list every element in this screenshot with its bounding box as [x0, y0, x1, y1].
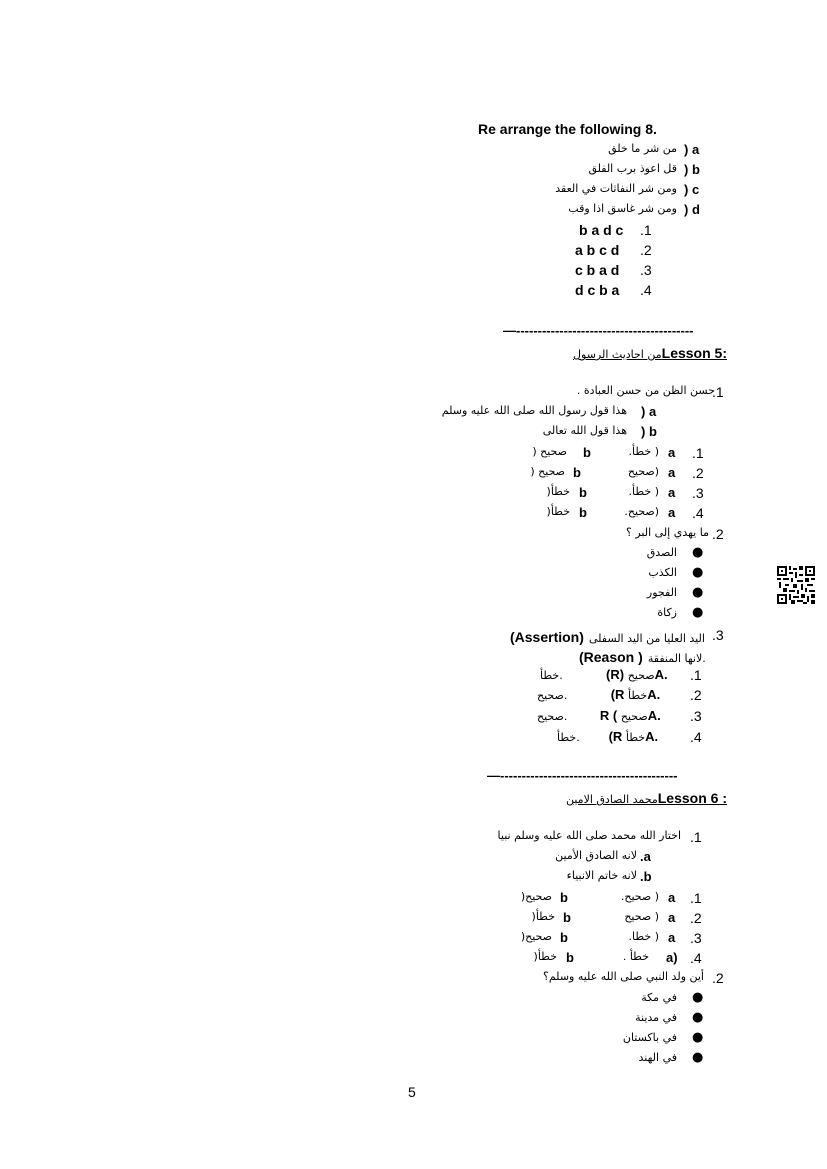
lesson6-q2-bullet-4: في الهند — [638, 1051, 677, 1064]
lesson5-q1-num: .1 — [712, 384, 724, 400]
lesson6-q2-text: أين ولد النبي صلى الله عليه وسلم؟ — [543, 970, 704, 983]
lesson6-heading-en: Lesson 6 : — [657, 790, 727, 806]
lesson6-q2-bullet-2: في مدينة — [635, 1011, 677, 1024]
lesson6-q1-opt1-num: .1 — [690, 890, 702, 906]
lesson5-q1-opt1-b: صحيح ( — [532, 445, 567, 458]
lesson6-q1-a-letter: .a — [640, 849, 651, 864]
opt-letter-b: b — [560, 890, 568, 905]
lesson5-q2-text: ما يهدي إلى البر ؟ — [626, 526, 709, 539]
lesson5-q3-opt3-num: .3 — [690, 708, 702, 724]
lesson5-heading-en: Lesson 5: — [661, 345, 727, 361]
bullet-icon: ● — [692, 585, 704, 600]
lesson5-q1-opt4-b: خطأ( — [546, 505, 570, 518]
bullet-icon: ● — [692, 605, 704, 620]
lesson5-q3-opt1-num: .1 — [690, 667, 702, 683]
lesson5-q1-opt3-num: .3 — [692, 485, 704, 501]
opt-letter-b: b — [563, 910, 571, 925]
qr-code-icon — [777, 566, 815, 604]
q8-item-c-letter: ) c — [684, 182, 700, 197]
opt-letter-a: a — [668, 910, 676, 925]
q8-item-a: من شر ما خلق — [608, 142, 677, 155]
section-divider-2: —----------------------------------------- — [487, 768, 678, 783]
lesson6-heading — [566, 788, 727, 807]
lesson6-q2-bullet-3: في باكستان — [622, 1031, 677, 1044]
q8-option-2-num: .2 — [640, 242, 652, 258]
lesson5-q3-opt2: صحيح. (R خطأA. — [537, 687, 661, 702]
lesson6-q1-opt2-num: .2 — [690, 910, 702, 926]
bullet-icon: ● — [692, 565, 704, 580]
opt-letter-a: a — [668, 465, 676, 480]
lesson6-q1-b: لانه خاتم الانبياء — [566, 869, 637, 882]
bullet-icon: ● — [692, 1050, 704, 1065]
lesson5-q2-bullet-1: الصدق — [646, 546, 677, 559]
lesson5-q1-b-letter: ) b — [641, 424, 657, 439]
lesson6-q1-b-letter: .b — [640, 869, 652, 884]
lesson5-q3-opt4: خطأ. (R خطأA. — [557, 729, 659, 744]
bullet-icon: ● — [692, 545, 704, 560]
lesson5-q1-opt3-b: خطأ( — [546, 485, 570, 498]
q8-title: Re arrange the following 8. — [478, 121, 657, 137]
lesson6-q1-opt2-b: خطأ( — [531, 910, 555, 923]
lesson5-q3-opt3: صحيح. R ( صحيحA. — [537, 708, 661, 723]
q8-item-a-letter: ) a — [684, 142, 700, 157]
lesson6-q1-opt4-num: .4 — [690, 950, 702, 966]
lesson5-heading — [573, 343, 727, 362]
lesson6-heading-ar: محمد الصادق الامين — [565, 793, 658, 806]
lesson6-q1-opt4-a: خطأ . — [622, 950, 649, 963]
bullet-icon: ● — [692, 1030, 704, 1045]
lesson5-heading-ar: من احاديث الرسول — [573, 348, 662, 361]
q8-option-3: c b a d — [575, 262, 620, 278]
opt-letter-a: a — [668, 445, 676, 460]
lesson6-q1-opt3-num: .3 — [690, 930, 702, 946]
lesson6-q1-opt1-b: صحيح( — [520, 890, 552, 903]
lesson6-q2-bullet-1: في مكة — [641, 991, 677, 1004]
bullet-icon: ● — [692, 990, 704, 1005]
opt-letter-b: b — [573, 465, 581, 480]
section-divider: —----------------------------------------- — [503, 323, 694, 338]
lesson5-q3-assertion — [510, 627, 705, 646]
lesson5-q1-opt2-num: .2 — [692, 465, 704, 481]
q8-option-1: b a d c — [579, 222, 624, 238]
lesson6-q1-opt1-a: ( صحيح. — [620, 890, 659, 903]
lesson5-q3-opt2-num: .2 — [690, 687, 702, 703]
q8-item-b: قل اعوذ برب الفلق — [588, 162, 677, 175]
lesson5-q1-opt2-b: صحيح ( — [530, 465, 565, 478]
opt-letter-b: b — [583, 445, 591, 460]
opt-letter-a: a — [668, 890, 676, 905]
q8-option-1-num: .1 — [640, 222, 652, 238]
q8-item-c: ومن شر النفاثات في العقد — [555, 182, 677, 195]
lesson5-q1-opt1-a: ( خطأ. — [628, 445, 659, 458]
lesson5-q1-opt3-a: ( خطأ. — [628, 485, 659, 498]
assertion-text: اليد العليا من اليد السفلى — [589, 632, 705, 645]
lesson5-q1-text: حسن الظن من حسن العبادة . — [576, 384, 715, 397]
reason-text: لانها المنفقة. — [647, 652, 706, 665]
lesson6-q2-num: .2 — [712, 970, 724, 986]
q8-option-4: d c b a — [575, 282, 620, 298]
lesson5-q1-opt1-num: .1 — [692, 445, 704, 461]
opt-letter-b: b — [579, 485, 587, 500]
opt-letter-b: b — [566, 950, 574, 965]
opt-letter-a: a — [668, 930, 676, 945]
opt-letter-b: b — [560, 930, 568, 945]
lesson5-q1-b: هذا قول الله تعالى — [542, 424, 627, 437]
lesson5-q2-bullet-3: الفجور — [646, 586, 677, 599]
lesson6-q1-a: لانه الصادق الأمين — [555, 849, 637, 862]
bullet-icon: ● — [692, 1010, 704, 1025]
lesson5-q3-reason — [579, 647, 706, 666]
lesson5-q1-a-letter: ) a — [641, 404, 657, 419]
lesson5-q1-opt2-a: (صحيح — [627, 465, 659, 478]
opt-letter-a: a — [668, 485, 676, 500]
q8-item-d-letter: ) d — [684, 202, 700, 217]
opt-letter-b: b — [579, 505, 587, 520]
lesson6-q1-opt3-b: صحيح( — [520, 930, 552, 943]
lesson6-q1-text: اختار الله محمد صلى الله عليه وسلم نبيا — [497, 829, 681, 842]
opt-letter-a: a — [668, 505, 676, 520]
q8-item-d: ومن شر غاسق اذا وقب — [568, 202, 677, 215]
lesson5-q1-a: هذا قول رسول الله صلى الله عليه وسلم — [441, 404, 627, 417]
lesson5-q2-num: .2 — [712, 526, 724, 542]
assertion-label: (Assertion) — [510, 629, 584, 645]
q8-option-4-num: .4 — [640, 282, 652, 298]
lesson6-q1-opt3-a: ( خطا. — [628, 930, 659, 943]
lesson6-q1-opt2-a: ( صحيح — [624, 910, 659, 923]
lesson6-q1-num: .1 — [690, 829, 702, 845]
page-number: 5 — [408, 1084, 416, 1100]
lesson5-q3-opt1: خطأ. (R) صحيحA. — [540, 667, 668, 682]
lesson5-q2-bullet-4: زكاة — [657, 606, 677, 619]
lesson6-q1-opt4-b: خطأ( — [533, 950, 557, 963]
lesson5-q1-opt4-num: .4 — [692, 505, 704, 521]
q8-option-2: a b c d — [575, 242, 620, 258]
lesson5-q3-opt4-num: .4 — [690, 729, 702, 745]
lesson5-q3-num: .3 — [712, 627, 724, 643]
q8-option-3-num: .3 — [640, 262, 652, 278]
lesson5-q2-bullet-2: الكذب — [648, 566, 677, 579]
opt-letter-a: a) — [666, 950, 678, 965]
lesson5-q1-opt4-a: (صحيح. — [624, 505, 659, 518]
reason-label: (Reason ) — [579, 649, 643, 665]
q8-item-b-letter: ) b — [684, 162, 700, 177]
